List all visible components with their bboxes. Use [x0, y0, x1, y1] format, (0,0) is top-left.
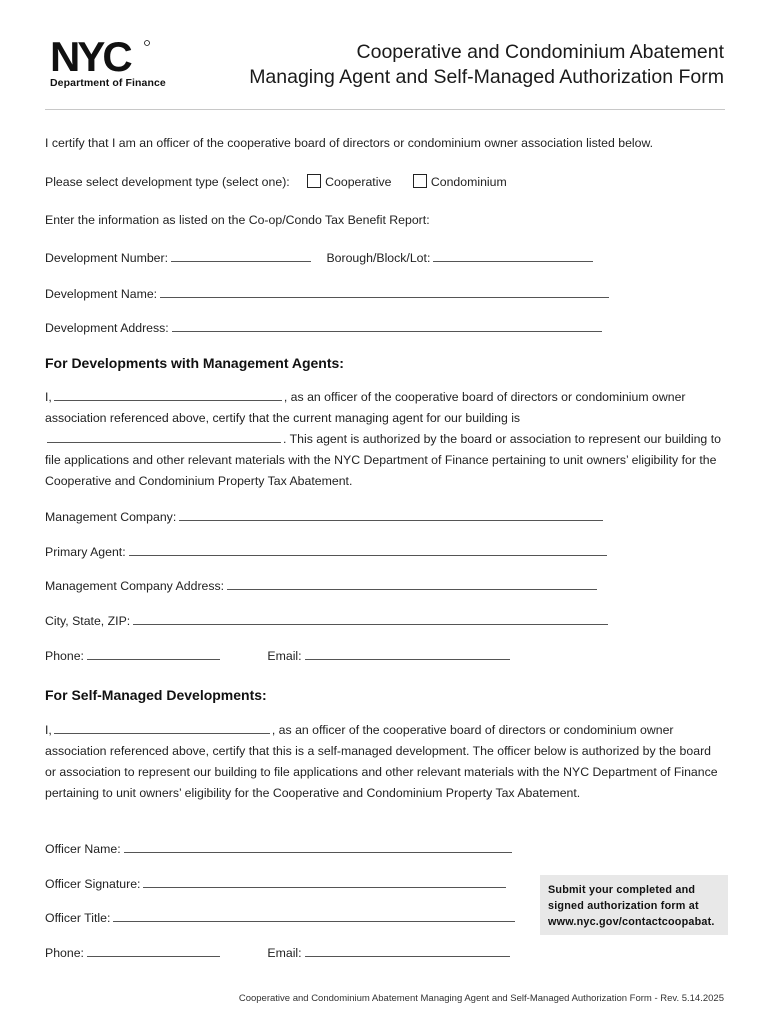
self-managed-paragraph: [45, 720, 725, 804]
development-number-row: [45, 249, 593, 265]
development-address-row: [45, 319, 602, 335]
management-company-label: Management Company:: [45, 510, 177, 524]
development-address-label: Development Address:: [45, 321, 169, 335]
development-name-row: [45, 285, 609, 301]
primary-agent-label: Primary Agent:: [45, 545, 126, 559]
officer-signature-label: Officer Signature:: [45, 877, 141, 891]
officer-name-field[interactable]: [124, 840, 512, 853]
svg-text:NYC: NYC: [50, 38, 130, 75]
management-agents-paragraph: [45, 387, 725, 492]
condominium-checkbox[interactable]: [413, 174, 427, 188]
nyc-logo: [50, 38, 175, 89]
header-divider: [45, 109, 725, 110]
management-company-row: [45, 508, 603, 524]
self-officer-name-inline-field[interactable]: [54, 721, 270, 734]
officer-signature-field[interactable]: [143, 875, 506, 888]
cooperative-checkbox[interactable]: [307, 174, 321, 188]
option-cooperative[interactable]: [307, 175, 391, 189]
self-contact-row: [45, 944, 510, 960]
management-company-address-row: [45, 577, 597, 593]
agents-managing-agent-field[interactable]: [47, 430, 281, 443]
enter-info-instruction: Enter the information as listed on the Co-op/Condo Tax Benefit Report:: [45, 213, 430, 227]
agents-city-row: [45, 612, 608, 628]
self-para-i: I,: [45, 723, 52, 737]
bbl-field[interactable]: [433, 249, 593, 262]
development-name-label: Development Name:: [45, 287, 158, 301]
callout-url[interactable]: www.nyc.gov/contactcoopabat.: [548, 916, 715, 928]
agents-phone-field[interactable]: [87, 647, 220, 660]
agents-officer-name-field[interactable]: [54, 388, 282, 401]
agents-email-field[interactable]: [305, 647, 510, 660]
management-company-field[interactable]: [179, 508, 603, 521]
agents-email-label: Email:: [267, 649, 302, 663]
development-address-field[interactable]: [172, 319, 602, 332]
agents-para-i: I,: [45, 390, 52, 404]
callout-line-2: signed authorization form at: [548, 900, 699, 912]
submission-callout: [540, 875, 728, 935]
agents-para-part2: . This agent is authorized by the board or association to represent our building to file applications and other relevant materials with the NYC Department of Finance pertaining to unit owners’ eligibility for the Cooperative and Condominium Property Tax Abatement.: [45, 432, 721, 488]
title-line-1: Cooperative and Condominium Abatement: [356, 41, 724, 63]
self-para-text: , as an officer of the cooperative board of directors or condominium owner association referenced above, certify that this is a self-managed development. The officer below is authorized by the board or association to represent our building to file applications and other relevant materials with the NYC Department of Finance pertaining to unit owners’ eligibility for the Cooperative and Condominium Property Tax Abatement.: [45, 723, 718, 800]
primary-agent-field[interactable]: [129, 543, 607, 556]
self-managed-heading: For Self-Managed Developments:: [45, 687, 267, 703]
callout-line-1: Submit your completed and: [548, 884, 696, 896]
logo-department-text: Department of Finance: [50, 77, 166, 89]
certify-statement: I certify that I am an officer of the cooperative board of directors or condominium owner association listed below.: [45, 136, 654, 150]
officer-title-field[interactable]: [113, 909, 515, 922]
title-line-2: Managing Agent and Self-Managed Authorization Form: [249, 66, 724, 88]
footer-text: Cooperative and Condominium Abatement Managing Agent and Self-Managed Authorization Form - Rev. 5.14.2025: [238, 993, 724, 1004]
self-phone-label: Phone:: [45, 946, 84, 960]
officer-signature-row: [45, 875, 506, 891]
page-title: [249, 40, 724, 90]
management-company-address-field[interactable]: [227, 577, 597, 590]
nyc-logo-icon: [50, 38, 150, 75]
development-number-label: Development Number:: [45, 251, 169, 265]
agents-contact-row: [45, 647, 510, 663]
development-number-field[interactable]: [171, 249, 311, 262]
officer-name-label: Officer Name:: [45, 842, 121, 856]
self-email-field[interactable]: [305, 944, 510, 957]
primary-agent-row: [45, 543, 607, 559]
development-type-row: [45, 174, 507, 189]
self-phone-field[interactable]: [87, 944, 220, 957]
management-agents-heading: For Developments with Management Agents:: [45, 355, 344, 371]
agents-city-field[interactable]: [133, 612, 608, 625]
officer-title-row: [45, 909, 515, 925]
cooperative-label: Cooperative: [325, 175, 392, 189]
officer-name-row: [45, 840, 512, 856]
option-condominium[interactable]: [413, 175, 507, 189]
bbl-label: Borough/Block/Lot:: [326, 251, 431, 265]
agents-phone-label: Phone:: [45, 649, 84, 663]
self-email-label: Email:: [267, 946, 302, 960]
agents-para-part1: , as an officer of the cooperative board of directors or condominium owner association referenced above, certify that the current managing agent for our building is: [45, 390, 686, 425]
agents-city-label: City, State, ZIP:: [45, 614, 131, 628]
management-company-address-label: Management Company Address:: [45, 579, 225, 593]
officer-title-label: Officer Title:: [45, 911, 111, 925]
condominium-label: Condominium: [430, 175, 507, 189]
development-name-field[interactable]: [160, 285, 609, 298]
development-type-label: Please select development type (select one):: [45, 175, 290, 189]
